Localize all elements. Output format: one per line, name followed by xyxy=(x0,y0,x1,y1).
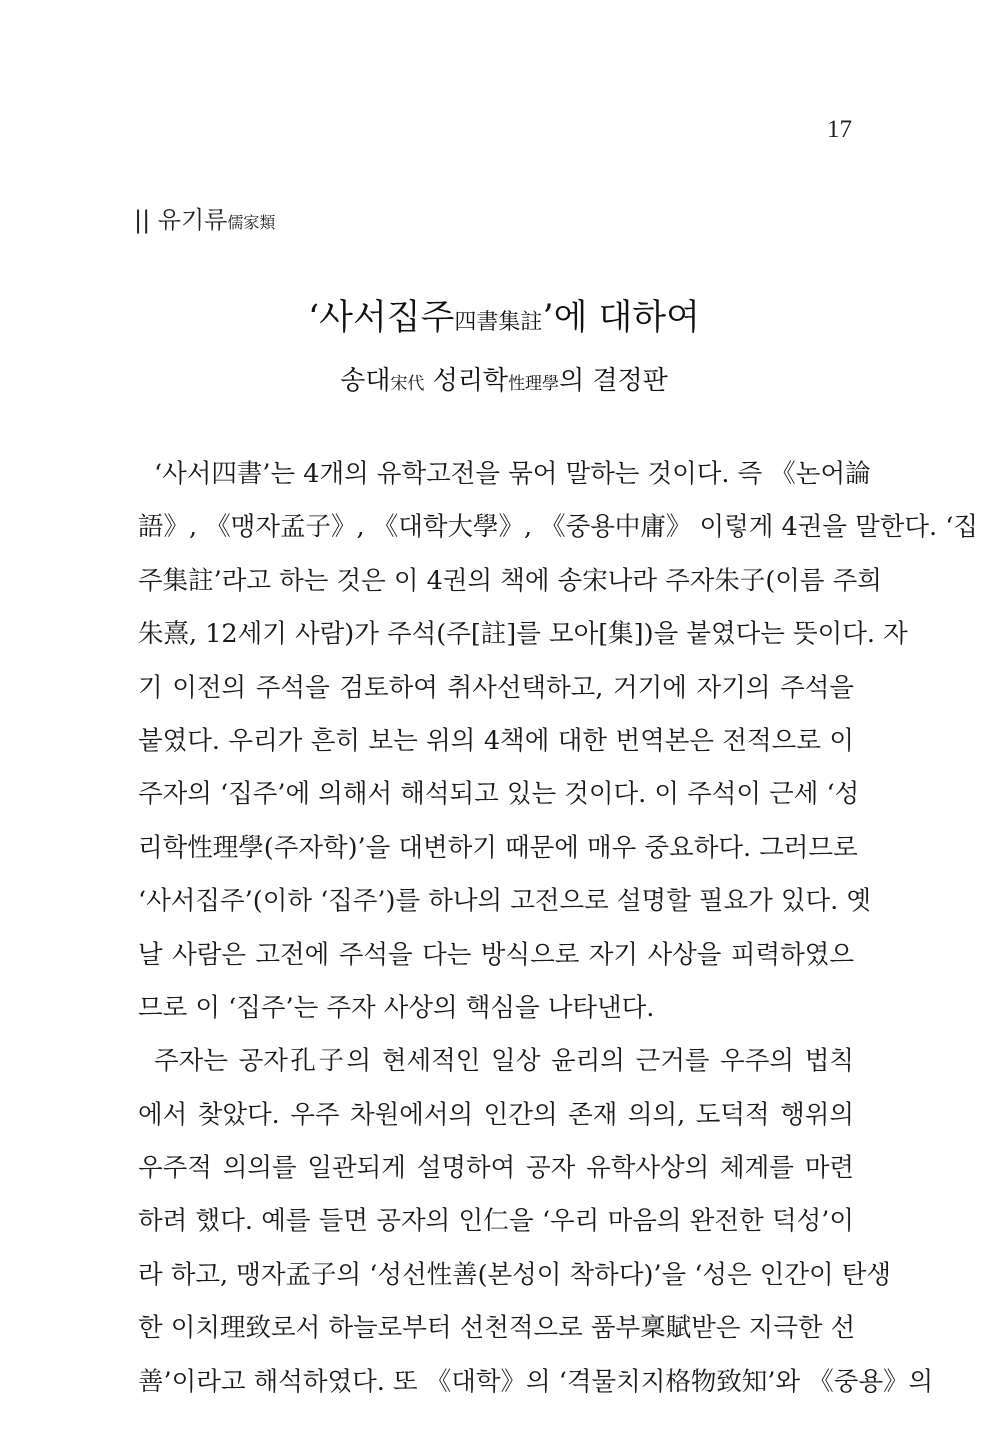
subtitle-hanja2: 性理學 xyxy=(508,374,560,394)
body-text xyxy=(138,448,978,1409)
subtitle-part2: 성리학 xyxy=(424,366,509,396)
subtitle-hanja1: 宋代 xyxy=(390,374,425,394)
title-hanja: 四書集註 xyxy=(454,310,543,335)
body-line: 우주적 의의를 일관되게 설명하여 공자 유학사상의 체계를 마련 xyxy=(138,1153,854,1184)
body-line: 한 이치理致로서 하늘로부터 선천적으로 품부稟賦받은 지극한 선 xyxy=(138,1313,856,1344)
body-line: 붙였다. 우리가 흔히 보는 위의 4책에 대한 번역본은 전적으로 이 xyxy=(138,725,854,756)
body-line: ‘사서四書’는 4개의 유학고전을 묶어 말하는 것이다. 즉 《논어論 xyxy=(154,459,871,489)
body-line: 주集註’라고 하는 것은 이 4권의 책에 송宋나라 주자朱子(이름 주희 xyxy=(138,565,882,596)
body-line: 날 사람은 고전에 주석을 다는 방식으로 자기 사상을 피력하였으 xyxy=(138,939,854,970)
article-subtitle xyxy=(0,360,1008,397)
body-line: 善’이라고 해석하였다. 또 《대학》의 ‘격물치지格物致知’와 《중용》의 xyxy=(138,1366,934,1397)
body-line: ‘사서집주’(이하 ‘집주’)를 하나의 고전으로 설명할 필요가 있다. 옛 xyxy=(138,886,871,917)
subtitle-part1: 송대 xyxy=(340,366,391,396)
body-line: 주자의 ‘집주’에 의해서 해석되고 있는 것이다. 이 주석이 근세 ‘성 xyxy=(138,779,860,810)
category-header xyxy=(134,200,275,235)
body-line: 리학性理學(주자학)’을 대변하기 때문에 매우 중요하다. 그러므로 xyxy=(138,832,858,863)
body-line: 語》, 《맹자孟子》, 《대학大學》, 《중용中庸》 이렇게 4권을 말한다. ‘집 xyxy=(138,512,978,543)
page-number: 17 xyxy=(827,116,852,143)
category-label: || 유기류 xyxy=(134,206,228,234)
body-line: 에서 찾았다. 우주 차원에서의 인간의 존재 의의, 도덕적 행위의 xyxy=(138,1099,854,1130)
body-line: 므로 이 ‘집주’는 주자 사상의 핵심을 나타낸다. xyxy=(138,992,655,1023)
body-line: 朱熹, 12세기 사람)가 주석(주[註]를 모아[集])을 붙였다는 뜻이다. 자 xyxy=(138,619,908,650)
title-post: ’에 대하여 xyxy=(542,298,700,338)
article-title xyxy=(0,290,1008,340)
subtitle-part3: 의 결정판 xyxy=(559,366,668,396)
body-line: 기 이전의 주석을 검토하여 취사선택하고, 거기에 자기의 주석을 xyxy=(138,672,854,703)
category-hanja: 儒家類 xyxy=(227,213,276,232)
body-line: 라 하고, 맹자孟子의 ‘성선性善(본성이 착하다)’을 ‘성은 인간이 탄생 xyxy=(138,1259,891,1290)
body-line: 주자는 공자孔子의 현세적인 일상 윤리의 근거를 우주의 법칙 xyxy=(154,1046,854,1077)
body-line: 하려 했다. 예를 들면 공자의 인仁을 ‘우리 마음의 완전한 덕성’이 xyxy=(138,1206,854,1237)
title-pre: ‘사서집주 xyxy=(308,298,455,338)
